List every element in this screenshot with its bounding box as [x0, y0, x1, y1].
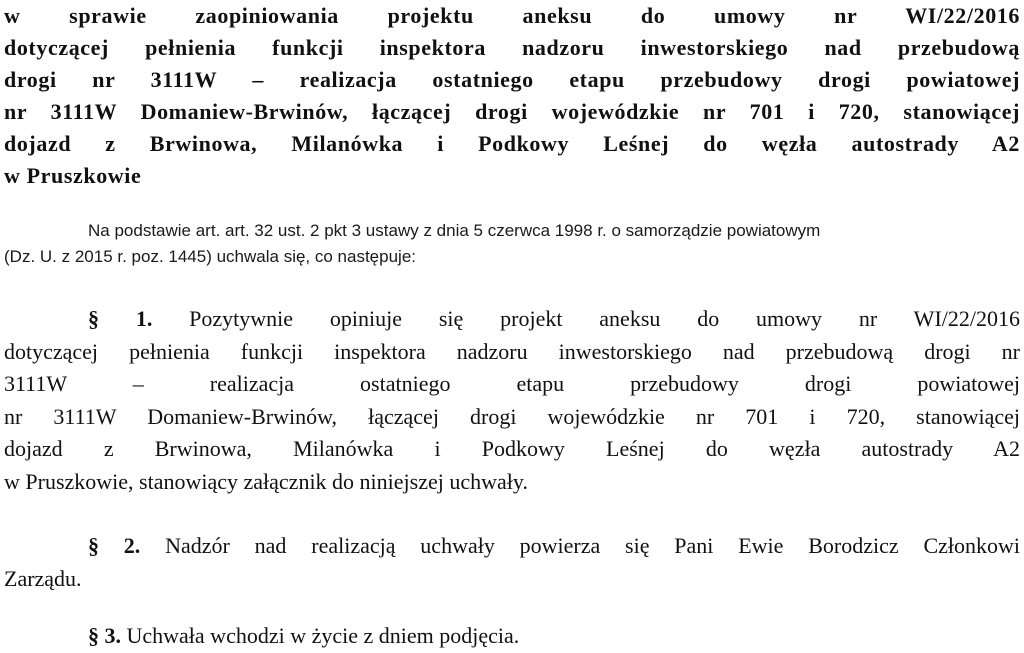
- paragraph-line: dojazd z Brwinowa, Milanówka i Podkowy Leśnej do węzła autostrady A2: [4, 436, 1020, 461]
- paragraph-line: dotyczącej pełnienia funkcji inspektora nadzoru inwestorskiego nad przebudową drogi nr: [4, 338, 1020, 364]
- title-line: dojazd z Brwinowa, Milanówka i Podkowy Leśnej do węzła autostrady A2: [4, 131, 1020, 156]
- paragraph-line: [4, 303, 1020, 336]
- legal-basis-line: Na podstawie art. art. 32 ust. 2 pkt 3 ustawy z dnia 5 czerwca 1998 r. o samorządzie powiatowym: [88, 221, 821, 240]
- title-line: drogi nr 3111W – realizacja ostatniego etapu przebudowy drogi powiatowej: [4, 67, 1020, 92]
- paragraph-2: [4, 530, 1020, 595]
- section-marker: § 1.: [88, 306, 153, 331]
- paragraph-3: [4, 620, 1020, 653]
- title-line: dotyczącej pełnienia funkcji inspektora nadzoru inwestorskiego nad przebudową: [4, 35, 1020, 60]
- paragraph-line: w Pruszkowie, stanowiący załącznik do niniejszej uchwały.: [4, 468, 528, 494]
- title-line: w Pruszkowie: [4, 163, 142, 188]
- section-marker: § 2.: [88, 533, 141, 558]
- title-line: nr 3111W Domaniew-Brwinów, łączącej drogi wojewódzkie nr 701 i 720, stanowiącej: [4, 99, 1020, 124]
- resolution-title: [4, 0, 1020, 192]
- paragraph-line: [4, 530, 1020, 563]
- legal-basis: [4, 218, 1020, 270]
- paragraph-line: 3111W – realizacja ostatniego etapu przebudowy drogi powiatowej: [4, 371, 1020, 396]
- paragraph-line: [4, 620, 1020, 653]
- paragraph-line: Zarządu.: [4, 565, 82, 591]
- paragraph-text: Nadzór nad realizacją uchwały powierza się Pani Ewie Borodzicz Członkowi: [140, 533, 1020, 558]
- legal-basis-line: (Dz. U. z 2015 r. poz. 1445) uchwala się, co następuje:: [4, 247, 417, 266]
- title-line: w sprawie zaopiniowania projektu aneksu do umowy nr WI/22/2016: [4, 3, 1020, 28]
- paragraph-text: Pozytywnie opiniuje się projekt aneksu do umowy nr WI/22/2016: [152, 306, 1020, 331]
- paragraph-1: [4, 303, 1020, 498]
- section-marker: § 3.: [88, 623, 121, 648]
- paragraph-line: nr 3111W Domaniew-Brwinów, łączącej drogi wojewódzkie nr 701 i 720, stanowiącej: [4, 403, 1020, 429]
- paragraph-text: Uchwała wchodzi w życie z dniem podjęcia.: [121, 623, 520, 648]
